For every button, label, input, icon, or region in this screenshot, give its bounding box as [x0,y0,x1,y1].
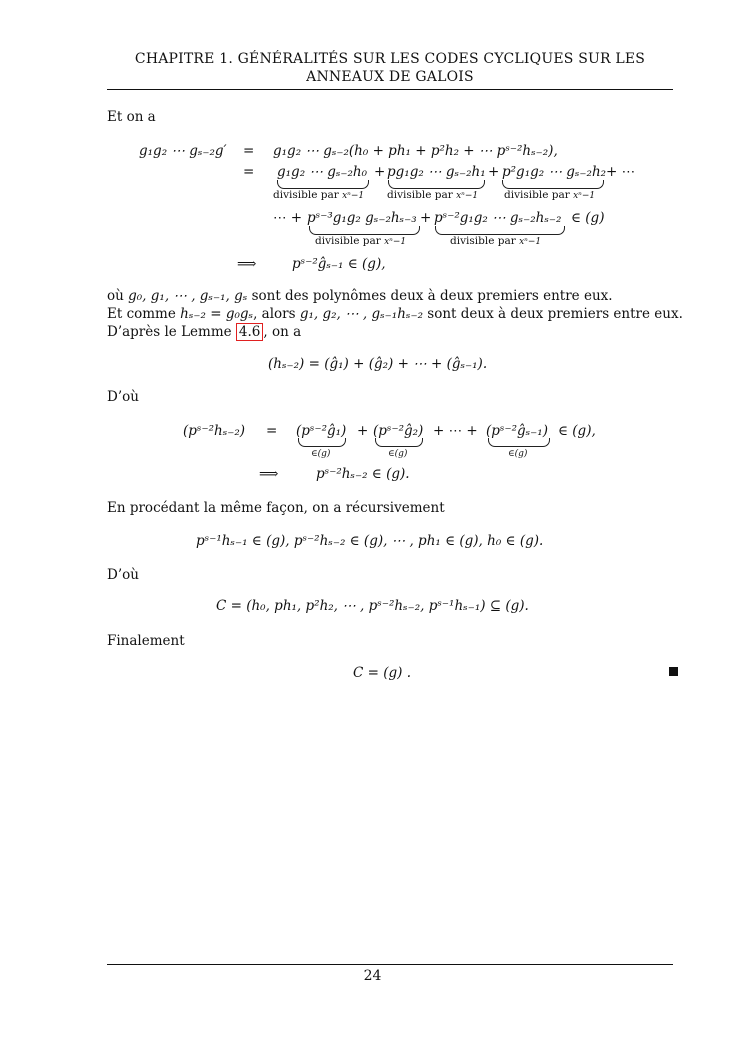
eq1-in-g: ∈ (g) [571,210,605,226]
eq1-plus-1: + [374,164,386,180]
sentence-comme: Et comme hₛ₋₂ = g₀gₛ, alors g₁, g₂, ⋯ , gₛ₋₁hₛ₋₂ sont deux à deux premiers entre eux. [107,306,683,322]
eq3-underbrace-c [488,438,550,447]
eq4: pˢ⁻¹hₛ₋₁ ∈ (g), pˢ⁻²hₛ₋₂ ∈ (g), ⋯ , ph₁ ∈ (g), h₀ ∈ (g). [196,533,544,549]
brace-label-5: divisible par xⁿ−1 [450,235,542,247]
eq3-implies: ⟹ [259,466,279,482]
brace-label-4: divisible par xⁿ−1 [315,235,407,247]
eq3-term-a: (pˢ⁻²ĝ₁) [296,423,347,439]
brace-label-3: divisible par xⁿ−1 [504,189,596,201]
dou-text-1: D’où [107,389,139,405]
eq1-tail: + ⋯ [606,164,636,180]
qed-square-icon [669,667,678,676]
eq3-end: ∈ (g), [558,423,596,439]
eq1-term-4: pˢ⁻³g₁g₂ gₛ₋₂hₛ₋₃ [307,210,417,226]
eq1-term-5: pˢ⁻²g₁g₂ ⋯ gₛ₋₂hₛ₋₂ [434,210,562,226]
eq3-label-c: ∈(g) [508,449,528,459]
eq3-lhs: (pˢ⁻²hₛ₋₂) [183,423,246,439]
sentence-ou: où g₀, g₁, ⋯ , gₛ₋₁, gₛ sont des polynômes deux à deux premiers entre eux. [107,288,613,304]
eq1-rel-2: = [243,164,255,180]
eq1-lead: ⋯ + [273,210,303,226]
eq3-result: pˢ⁻²hₛ₋₂ ∈ (g). [316,466,410,482]
eq3-term-b: (pˢ⁻²ĝ₂) [373,423,424,439]
procedant-text: En procédant la même façon, on a récursivement [107,500,445,516]
eq3-term-c: (pˢ⁻²ĝₛ₋₁) [486,423,548,439]
intro-text: Et on a [107,109,156,125]
eq1-result: pˢ⁻²ĝₛ₋₁ ∈ (g), [292,256,386,272]
underbrace-1 [277,180,369,189]
eq3-label-b: ∈(g) [388,449,408,459]
running-header [107,50,673,86]
eq1-term-2: pg₁g₂ ⋯ gₛ₋₂h₁ [387,164,486,180]
header-line-1: CHAPITRE 1. GÉNÉRALITÉS SUR LES CODES CYCLIQUES SUR LES [134,51,646,67]
sentence-lemme: D’après le Lemme 4.6 , on a [107,324,302,340]
lemma-reference-link[interactable]: 4.6 [236,323,263,341]
eq3-dots: + ⋯ + [433,423,478,439]
eq1-row1: g₁g₂ ⋯ gₛ₋₂(h₀ + ph₁ + p²h₂ + ⋯ pˢ⁻²hₛ₋₂), [273,143,558,159]
eq3-underbrace-a [298,438,346,447]
finalement-text: Finalement [107,633,185,649]
eq3-label-a: ∈(g) [311,449,331,459]
brace-label-1: divisible par xⁿ−1 [273,189,365,201]
brace-label-2: divisible par xⁿ−1 [387,189,479,201]
eq5: C = (h₀, ph₁, p²h₂, ⋯ , pˢ⁻²hₛ₋₂, pˢ⁻¹hₛ₋₁) ⊆ (g). [216,598,529,614]
eq3-plus: + [357,423,369,439]
eq1-term-1: g₁g₂ ⋯ gₛ₋₂h₀ [277,164,368,180]
page-number: 24 [363,968,382,984]
dou-text-2: D’où [107,567,139,583]
eq3-eq: = [266,423,278,439]
underbrace-5 [435,226,565,235]
header-line-2: ANNEAUX DE GALOIS [306,69,474,85]
eq1-rel-1: = [243,143,255,159]
footer-rule [107,964,673,965]
underbrace-4 [309,226,420,235]
eq1-plus-3: + [420,210,432,226]
eq1-term-3: p²g₁g₂ ⋯ gₛ₋₂h₂ [502,164,607,180]
header-rule [107,89,673,90]
eq3-underbrace-b [375,438,423,447]
eq1-lhs: g₁g₂ ⋯ gₛ₋₂g′ [139,143,227,159]
eq6: C = (g) . [353,665,411,681]
underbrace-2 [388,180,485,189]
eq2: (hₛ₋₂) = (ĝ₁) + (ĝ₂) + ⋯ + (ĝₛ₋₁). [268,356,488,372]
eq1-plus-2: + [488,164,500,180]
underbrace-3 [502,180,604,189]
eq1-implies: ⟹ [237,256,257,272]
